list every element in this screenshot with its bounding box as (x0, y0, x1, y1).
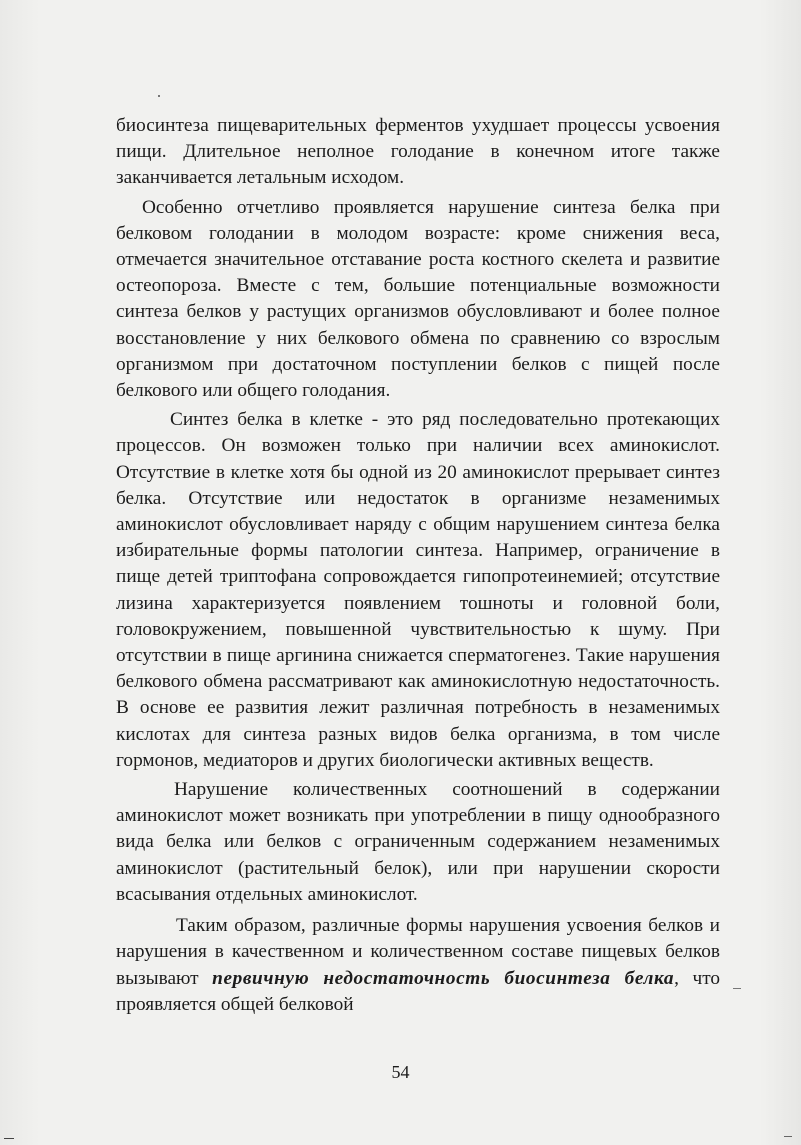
page-number: 54 (391, 1062, 410, 1082)
paragraph-2: Особенно отчетливо проявляется нарушение синтеза белка при белковом голодании в молодом возрасте: кроме снижения веса, отмечается значительное отставание роста костного скелета и развитие остеопороза. Вместе с тем, большие потенциальные возможности синтеза белков у растущих организмов обусловливают и более полное восстановление у них белкового обмена по сравнению со взрослым организмом при достаточном поступлении белков с пищей после белкового или общего голодания. (116, 196, 720, 402)
paragraph-3: Синтез белка в клетке - это ряд последовательно протекающих процессов. Он возможен только при наличии всех аминокислот. Отсутствие в клетке хотя бы одной из 20 аминокислот прерывает синтез белка. Отсутствие или недостаток в организме незаменимых аминокислот обусловливает наряду с общим нарушением синтеза белка избирательные формы патологии синтеза. Например, ограничение в пище детей триптофана сопровождается гипопротеинемией; отсутствие лизина характеризуется появлением тошноты и головной боли, головокружением, повышенной чувствительностью к шуму. При отсутствии в пище аргинина снижается сперматогенез. Такие нарушения белкового обмена рассматривают как аминокислотную недостаточность. В основе ее развития лежит различная потребность в незаменимых кислотах для синтеза разных видов белка организма, в том числе гормонов, медиаторов и других биологически активных веществ. (116, 409, 720, 771)
scan-speck (158, 95, 160, 97)
corner-mark-right (784, 1136, 792, 1137)
paragraph-4: Нарушение количественных соотношений в содержании аминокислот может возникать при употреблении в пищу однообразного вида белка или белков с ограниченным содержанием незаменимых аминокислот (растительный белок), или при нарушении скорости всасывания отдельных аминокислот. (116, 779, 720, 905)
paragraph-5 (116, 913, 720, 1018)
paragraph-5-lead: Таким образом, различные формы нарушения усвоения белков и нарушения в качественном и количественном составе пищевых белков вызывают (116, 915, 720, 989)
margin-dash (733, 988, 741, 989)
paragraph-5-tail: , что проявляется общей белковой (116, 967, 721, 1015)
paragraph-1: биосинтеза пищеварительных ферментов ухудшает процессы усвоения пищи. Длительное неполное голодание в конечном итоге также заканчивается летальным исходом. (116, 115, 720, 189)
corner-mark-left (4, 1138, 14, 1139)
emphasized-term: первичную недостаточность биосинтеза белка (212, 967, 675, 989)
body-text (116, 113, 720, 1018)
